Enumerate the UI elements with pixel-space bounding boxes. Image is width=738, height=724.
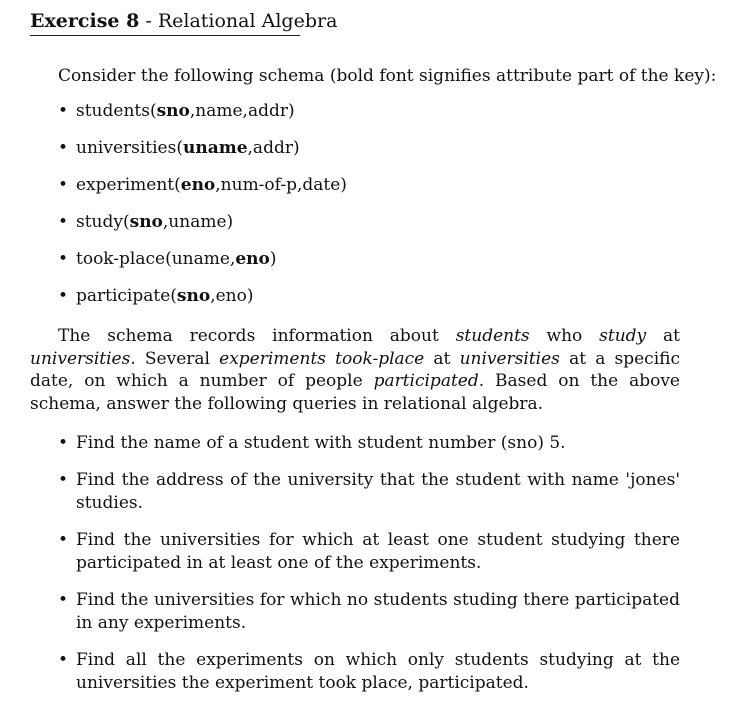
schema-item: • participate(sno,eno) [58,286,254,306]
title-underline [30,35,300,36]
bullet: • [58,286,69,306]
query-item [58,469,680,515]
query-text: Find the universities for which no students studing there participated in any experiments. [76,590,680,633]
key-attribute: eno [235,249,270,269]
schema-item: • took-place(uname,eno) [58,249,277,269]
query-text: Find the address of the university that the student with name 'jones' studies. [76,470,680,513]
schema-item: • universities(uname,addr) [58,138,300,158]
schema-item: • experiment(eno,num-of-p,date) [58,175,347,195]
schema-description: The schema records information about students who study at universities. Several experiments took-place at universities at a specific date, on which a number of people participated. Based on the above schema, answer the following queries in relational algebra. [30,326,680,414]
bullet: • [58,590,69,610]
query-text: Find all the experiments on which only students studying at the universities the experiment took place, participated. [76,650,680,693]
exercise-number: Exercise 8 [30,10,140,32]
key-attribute: sno [176,286,211,306]
key-attribute: uname [182,138,248,158]
key-attribute: sno [129,212,163,232]
bullet: • [58,175,69,195]
bullet: • [58,101,69,121]
schema-item: • students(sno,name,addr) [58,101,295,121]
bullet: • [58,212,69,232]
query-list [58,432,680,709]
exercise-topic: - Relational Algebra [139,10,338,32]
exercise-title [30,9,337,33]
query-item [58,432,680,455]
query-item [58,529,680,575]
key-attribute: sno [156,101,190,121]
query-item [58,649,680,695]
bullet: • [58,470,69,490]
schema-item: • study(sno,uname) [58,212,234,232]
bullet: • [58,530,69,550]
bullet: • [58,138,69,158]
query-text: Find the name of a student with student number (sno) 5. [76,433,566,453]
bullet: • [58,249,69,269]
bullet: • [58,650,69,670]
schema-list [58,100,347,322]
query-text: Find the universities for which at least one student studying there participated in at least one of the experiments. [76,530,680,573]
key-attribute: eno [180,175,216,195]
schema-intro: Consider the following schema (bold font signifies attribute part of the key): [58,66,717,86]
query-item [58,589,680,635]
bullet: • [58,433,69,453]
